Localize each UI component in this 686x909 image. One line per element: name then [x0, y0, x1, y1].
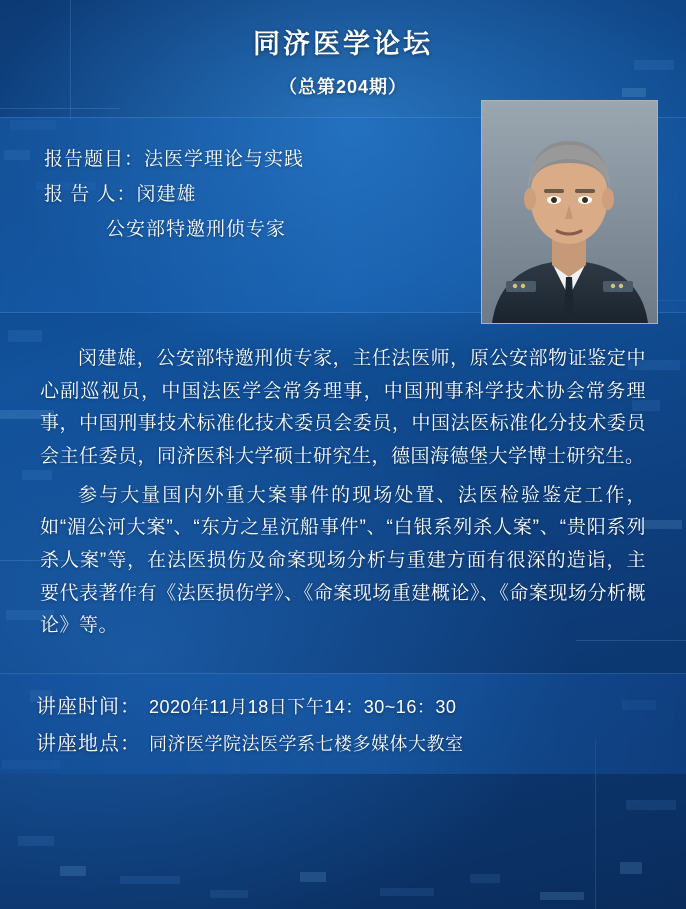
lecture-place-row	[0, 723, 686, 760]
lecture-speaker-affiliation: 公安部特邀刑侦专家	[106, 219, 287, 241]
lecture-time-value: 2020年11月18日下午14：30~16：30	[149, 697, 457, 718]
lecture-speaker: 报 告 人：闵建雄	[44, 184, 197, 206]
lecture-topic: 报告题目：法医学理论与实践	[44, 149, 305, 170]
decor-block	[540, 892, 584, 900]
bio-paragraph-1: 闵建雄，公安部特邀刑侦专家，主任法医师，原公安部物证鉴定中心副巡视员，中国法医学会常务理事，中国刑事科学技术协会常务理事，中国刑事技术标准化技术委员会委员，中国法医标准化分技术委员会主任委员，同济医科大学硕士研究生，德国海德堡大学博士研究生。	[40, 348, 646, 468]
decor-block	[626, 800, 676, 810]
decor-block	[210, 890, 248, 898]
page-title: 同济医学论坛	[253, 29, 433, 59]
bio-paragraph-2: 参与大量国内外重大案事件的现场处置、法医检验鉴定工作，如“湄公河大案”、“东方之星沉船事件”、“白银系列杀人案”、“贵阳系列杀人案”等，在法医损伤及命案现场分析与重建方面有很深的造诣，主要代表著作有《法医损伤学》、《命案现场重建概论》、《命案现场分析概论》等。	[40, 484, 646, 637]
lecture-time-label: 讲座时间：	[36, 696, 141, 719]
lecture-info-band	[0, 117, 686, 313]
poster-header	[0, 0, 686, 99]
lecture-place-value: 同济医学院法医学系七楼多媒体大教室	[149, 734, 464, 755]
decor-block	[120, 876, 180, 884]
lecture-time-row	[0, 686, 686, 723]
decor-block	[300, 872, 326, 882]
decor-block	[470, 874, 500, 883]
decor-block	[620, 862, 642, 874]
speaker-biography	[26, 329, 660, 659]
decor-block	[18, 836, 54, 846]
decor-block	[60, 866, 86, 876]
lecture-footer	[0, 673, 686, 774]
lecture-place-label: 讲座地点：	[36, 733, 141, 756]
portrait-image	[482, 101, 657, 323]
decor-block	[380, 888, 434, 896]
speaker-portrait	[481, 100, 658, 324]
issue-number: （总第204期）	[278, 77, 408, 97]
